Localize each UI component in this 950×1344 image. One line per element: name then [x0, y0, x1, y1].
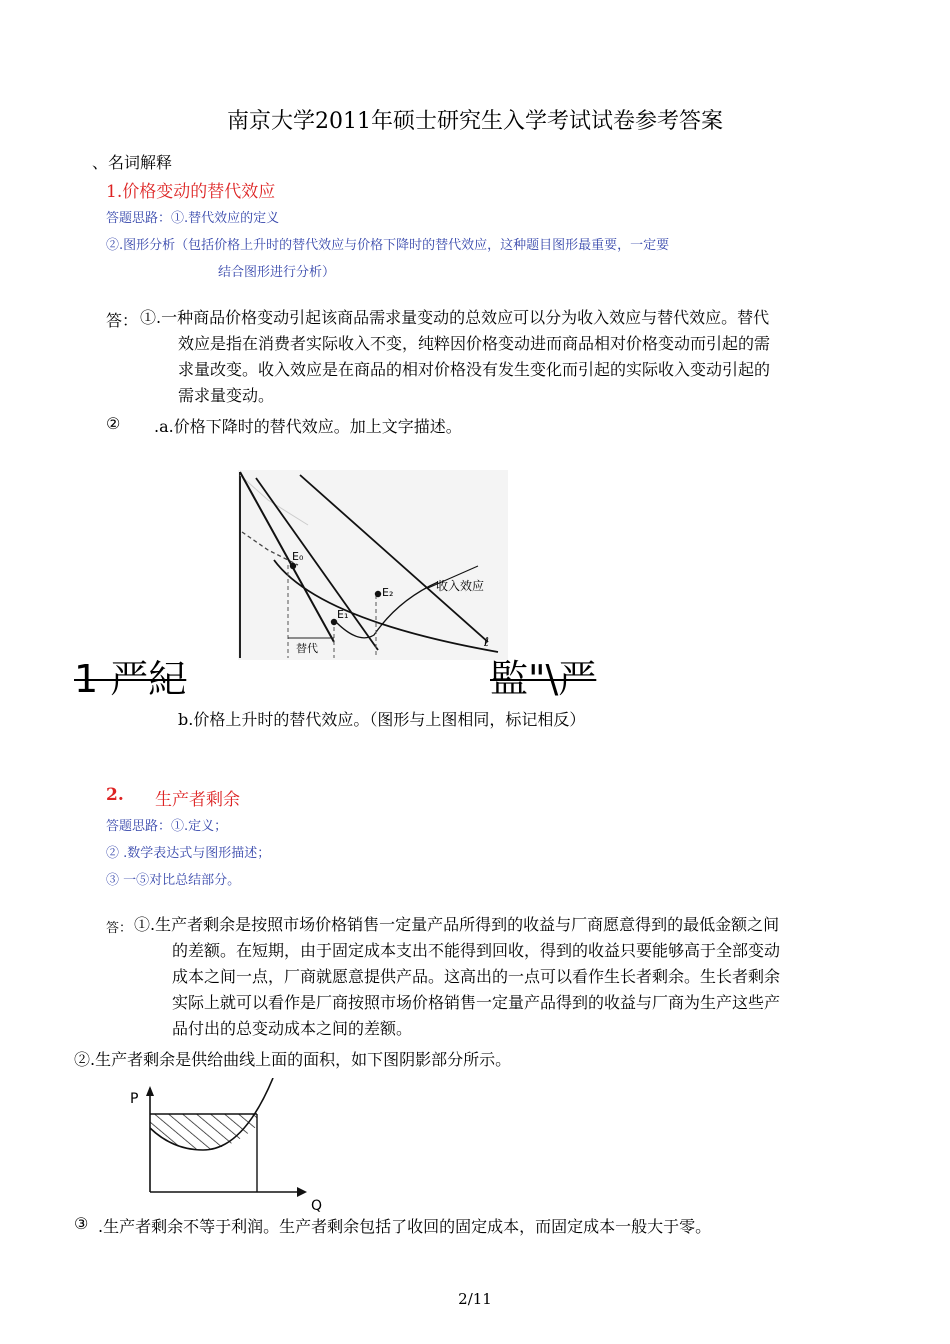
- answer-line: 求量改变。收入效应是在商品的相对价格没有发生变化而引起的实际收入变动引起的: [178, 360, 771, 379]
- question-2-number: 2.: [106, 785, 124, 805]
- label-e2: E₂: [382, 586, 394, 599]
- substitution-effect-graph: [238, 470, 508, 660]
- answer-line: 品付出的总变动成本之间的差额。: [172, 1019, 413, 1038]
- question-1-hint-1: 答题思路：①.替代效应的定义: [106, 211, 280, 226]
- question-1-heading: 1.价格变动的替代效应: [106, 182, 276, 202]
- page-number: 2/11: [458, 1290, 492, 1308]
- label-substitution: 替代: [296, 642, 318, 655]
- answer-2-part-3-text: .生产者剩余不等于利润。生产者剩余包括了收回的固定成本，而固定成本一般大于零。: [98, 1217, 712, 1236]
- label-e1: E₁: [337, 608, 349, 621]
- label-income-effect: 收入效应: [436, 579, 485, 593]
- question-1-hint-2: ②.图形分析（包括价格上升时的替代效应与价格下降时的替代效应，这种题目图形最重要，一定要: [106, 238, 670, 253]
- answer-2-prefix: 答：: [106, 921, 133, 936]
- point-e2: [375, 591, 381, 597]
- page-title: 南京大学2011年硕士研究生入学考试试卷参考答案: [227, 109, 723, 134]
- answer-line: ①.一种商品价格变动引起该商品需求量变动的总效应可以分为收入效应与替代效应。替代: [140, 308, 770, 327]
- answer-line: 实际上就可以看作是厂商按照市场价格销售一定量产品得到的收益与厂商为生产这些产: [172, 993, 781, 1012]
- answer-line: 的差额。在短期，由于固定成本支出不能得到回收，得到的收益只要能够高于全部变动: [172, 941, 781, 960]
- question-1-hint-3: 结合图形进行分析）: [218, 265, 336, 280]
- answer-line: 需求量变动。: [178, 386, 275, 405]
- label-curve: ℓ: [484, 635, 489, 649]
- answer-2-part-1: [134, 912, 874, 1042]
- answer-1-part-2-text: .a.价格下降时的替代效应。加上文字描述。: [154, 417, 462, 436]
- label-e0: E₀: [292, 550, 304, 563]
- point-e0: [290, 563, 296, 569]
- answer-1-part-1: [140, 305, 860, 409]
- question-2-hint-2: ② .数学表达式与图形描述；: [106, 846, 271, 861]
- question-2-heading: 生产者剩余: [155, 790, 240, 810]
- producer-surplus-graph: [125, 1078, 345, 1213]
- garbled-text-right: 監"\严: [490, 657, 597, 701]
- question-2-hint-1: 答题思路：①.定义；: [106, 819, 228, 834]
- answer-2-part-3-number: ③: [74, 1214, 89, 1233]
- answer-1-prefix: 答：: [106, 311, 139, 330]
- answer-line: 效应是指在消费者实际收入不变，纯粹因价格变动进而商品相对价格变动而引起的需: [178, 334, 771, 353]
- axis-label-p: P: [130, 1091, 139, 1107]
- answer-1-part-2b: b.价格上升时的替代效应。（图形与上图相同，标记相反）: [178, 710, 586, 729]
- answer-line: ①.生产者剩余是按照市场价格销售一定量产品所得到的收益与厂商愿意得到的最低金额之间: [134, 915, 780, 934]
- garbled-text-left: 1 严紀: [74, 657, 187, 701]
- axis-label-q: Q: [311, 1198, 323, 1213]
- question-2-hint-3: ③ 一⑤对比总结部分。: [106, 873, 241, 888]
- answer-2-part-2: ②.生产者剩余是供给曲线上面的面积，如下图阴影部分所示。: [74, 1050, 512, 1069]
- answer-line: 成本之间一点，厂商就愿意提供产品。这高出的一点可以看作生长者剩余。生长者剩余: [172, 967, 781, 986]
- section-heading: 、名词解释: [92, 153, 173, 172]
- answer-1-part-2-number: ②: [106, 414, 121, 433]
